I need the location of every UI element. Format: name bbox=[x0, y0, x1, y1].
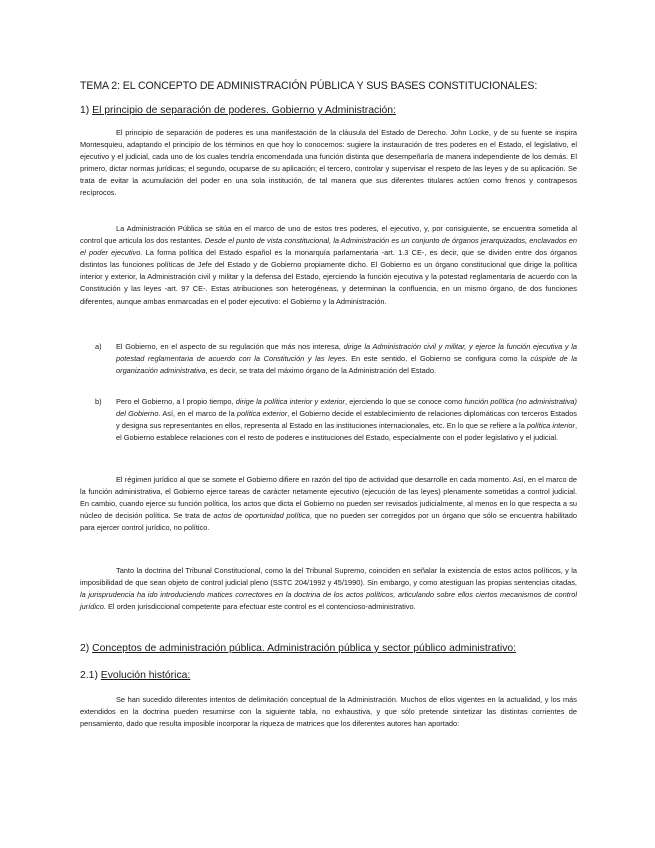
paragraph-text: Se han sucedido diferentes intentos de delimitación conceptual de la Administración. Muchos de ellos vigentes en la actualidad, y los más extendidos en la doctrina pueden resumirse con la siguiente tabla, no exhaustiva, y que sólo pretende sintetizar las distintas corrientes de pensamiento, dado que resulta imposible incorporar la riqueza de matrices que los diferentes autores han aportado: bbox=[80, 695, 577, 729]
page-title: TEMA 2: EL CONCEPTO DE ADMINISTRACIÓN PÚBLICA Y SUS BASES CONSTITUCIONALES: bbox=[80, 80, 538, 92]
list-italic: política exterior bbox=[236, 409, 288, 419]
list-text: . En este sentido, el Gobierno se configura como la bbox=[345, 354, 531, 364]
list-item-b bbox=[95, 396, 577, 444]
list-text: . Así, en el marco de la bbox=[158, 409, 237, 419]
section-2-heading bbox=[80, 643, 516, 654]
list-item-text bbox=[116, 396, 577, 444]
paragraph-text: El principio de separación de poderes es una manifestación de la cláusula del Estado de Derecho. John Locke, y de su fuente se inspira Montesquieu, adaptando el principio de los términos en que hoy lo conocemos: sugiere la instauración de tres poderes en el Estado, el legislativo, el ejecutivo y el judicial, cada uno de los cuales tendría encomendada una función distinta que desempeñaría de manera independiente de los demás. El primero, dictar normas jurídicas; el segundo, ocuparse de su aplicación; el tercero, controlar y supervisar el respeto de las leyes y de su aplicación. Se trata de evitar la acumulación del poder en una sola institución, de tal manera que sus diferentes titulares actúen como frenos y contrapesos recíprocos. bbox=[80, 128, 577, 198]
section-1-heading bbox=[80, 105, 396, 116]
paragraph-italic: la jurisprudencia ha ido introduciendo matices correctores en la doctrina de los actos políticos, articulando sobre ellos ciertos mecanismos de control jurídico. bbox=[80, 590, 577, 612]
section-1-number: 1) bbox=[80, 105, 90, 116]
section-2-number: 2) bbox=[80, 643, 90, 654]
section-1-title: El principio de separación de poderes. Gobierno y Administración: bbox=[92, 105, 396, 116]
paragraph-text: , que no pueden ser corregidos por un órgano que sólo se encuentra habilitado para ejercer control jurídico, no político. bbox=[80, 511, 578, 533]
section-1-paragraph-3 bbox=[80, 474, 577, 534]
paragraph-text: La forma política del Estado español es la monarquía parlamentaria -art. 1.3 CE-, es decir, que se dividen entre dos órganos distintos las funciones políticas de Jefe del Estado y de Gobierno propiamente dicho. El Gobierno es un órgano constitucional que dirige la política interior y exterior, la Administración civil y militar y la defensa del Estado, ejerciendo la función ejecutiva y la potestad reglamentaria de acuerdo con la Constitución y las leyes -art. 97 CE-. Estas atribuciones son heterogéneas, y determinan la confluencia, en un mismo órgano, de dos funciones diferentes, aunque ambas enmarcadas en el poder ejecutivo: el Gobierno y la Administración. bbox=[80, 248, 577, 306]
list-text: Pero el Gobierno, a l propio tiempo, bbox=[116, 397, 236, 406]
list-italic: cúspide de la organización administrativa bbox=[116, 354, 577, 376]
list-marker: b) bbox=[95, 397, 102, 406]
section-1-paragraph-1 bbox=[80, 127, 577, 200]
paragraph-text: El orden jurisdiccional competente para efectuar este control es el contencioso-administrativo. bbox=[105, 602, 416, 612]
list-item-a bbox=[95, 341, 577, 377]
list-text: El Gobierno, en el aspecto de su regulación que más nos interesa, bbox=[116, 342, 344, 351]
paragraph-text: El régimen jurídico al que se somete el Gobierno difiere en razón del tipo de actividad que desarrolle en cada momento. Así, en el marco de la función administrativa, el Gobierno ejerce tareas de carácter netamente ejecutivo (ejecución de las leyes) plenamente sometidas a control judicial. En cambio, cuando ejerce su función política, los actos que dicta el Gobierno no pueden ser revisados judicialmente, al menos en lo que respecta a su núcleo de decisión política. Se trata de bbox=[80, 475, 577, 521]
list-text: , el Gobierno decide el establecimiento de relaciones diplomáticas con terceros Estados y designa sus representantes en ellos, representa al Estado en las instituciones internacionales, etc. En lo que se refiere a la bbox=[116, 409, 578, 431]
paragraph-text: Tanto la doctrina del Tribunal Constitucional, como la del Tribunal Supremo, coinciden en señalar la existencia de estos actos políticos, y la imposibilidad de que sean objeto de control judicial pleno (SSTC 204/1992 y 45/1990). Sin embargo, y como atestiguan las propias sentencias citadas, bbox=[80, 566, 577, 588]
section-2-title: Conceptos de administración pública. Administración pública y sector público administrativo: bbox=[92, 643, 517, 654]
paragraph-italic: actos de oportunidad política bbox=[213, 511, 310, 521]
list-marker: a) bbox=[95, 342, 102, 351]
list-text: , ejerciendo lo que se conoce como bbox=[345, 397, 465, 406]
paragraph-text: La Administración Pública se sitúa en el marco de uno de estos tres poderes, el ejecutivo, y, por consiguiente, se encuentra sometida al control que articula los dos restantes. bbox=[80, 224, 577, 246]
list-italic: política interior bbox=[526, 421, 575, 431]
section-1-paragraph-2 bbox=[80, 223, 577, 308]
list-text: , el Gobierno establece relaciones con el resto de poderes e instituciones del Estado, especialmente con el poder legislativo y el judicial. bbox=[116, 421, 577, 443]
list-italic: dirige la política interior y exterior bbox=[235, 397, 345, 406]
section-1-paragraph-4 bbox=[80, 565, 577, 613]
paragraph-italic: Desde el punto de vista constitucional, la Administración es un conjunto de órganos jerarquizados, enclavados en el poder ejecutivo. bbox=[80, 236, 577, 258]
list-italic: función política (no administrativa) del Gobierno bbox=[116, 397, 577, 419]
list-text: , es decir, se trata del máximo órgano de la Administración del Estado. bbox=[205, 366, 437, 376]
section-2-1-title: Evolución histórica: bbox=[100, 670, 191, 681]
section-2-1-number: 2.1) bbox=[80, 670, 98, 681]
section-2-1-paragraph-1 bbox=[80, 694, 577, 730]
list-italic: dirige la Administración civil y militar, y ejerce la función ejecutiva y la potestad reglamentaria de acuerdo con la Constitución y las leyes bbox=[116, 342, 577, 364]
list-item-text bbox=[116, 341, 577, 377]
section-2-1-heading bbox=[80, 670, 190, 681]
